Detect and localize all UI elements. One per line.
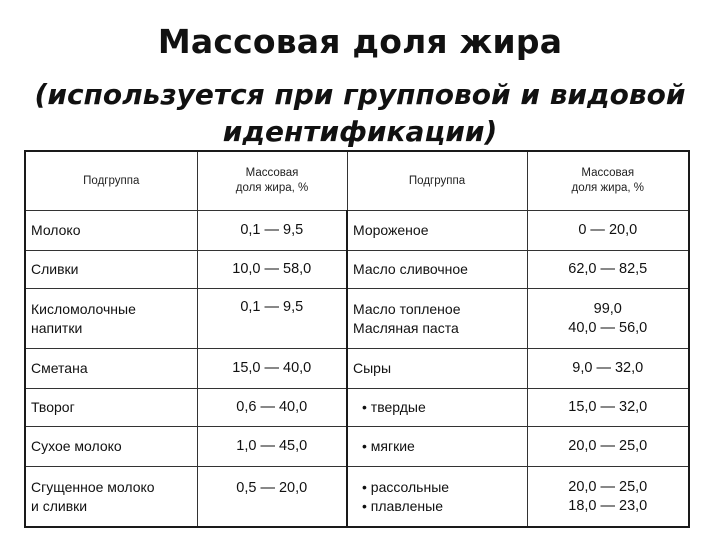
- header-fat-right: [527, 151, 689, 211]
- cell-line: Сметана: [31, 360, 88, 376]
- left-fat-cell: [197, 211, 347, 251]
- left-fat-cell: [197, 467, 347, 528]
- cell-line: Молоко: [31, 222, 81, 238]
- table-row: [25, 389, 689, 427]
- table-row: [25, 289, 689, 349]
- right-subgroup-cell: [347, 427, 527, 467]
- table-row: [25, 427, 689, 467]
- cell-line: 18,0 — 23,0: [568, 497, 648, 514]
- left-subgroup-cell: [25, 427, 197, 467]
- slide-title: Массовая доля жира: [157, 22, 563, 61]
- left-subgroup-cell: [25, 349, 197, 389]
- right-subgroup-cell: [347, 467, 527, 528]
- cell-line: 10,0 — 58,0: [232, 261, 312, 277]
- cell-line: 0,6 — 40,0: [236, 399, 308, 415]
- right-subgroup-cell: [347, 289, 527, 349]
- right-subgroup-cell: [347, 211, 527, 251]
- right-fat-cell: [527, 389, 689, 427]
- cell-line: 40,0 — 56,0: [568, 319, 648, 336]
- left-subgroup-cell: [25, 389, 197, 427]
- cell-line: Сливки: [31, 261, 79, 277]
- right-fat-cell: [527, 427, 689, 467]
- right-fat-cell: [527, 251, 689, 289]
- left-fat-cell: [197, 251, 347, 289]
- table-row: [25, 349, 689, 389]
- cell-line: и сливки: [31, 497, 88, 514]
- left-fat-cell: [197, 349, 347, 389]
- right-fat-cell: [527, 211, 689, 251]
- header-subgroup-left: Подгруппа: [25, 151, 197, 211]
- right-fat-cell: [527, 467, 689, 528]
- left-fat-cell: [197, 427, 347, 467]
- left-subgroup-cell: [25, 289, 197, 349]
- header-fat-line-2: доля жира, %: [571, 182, 644, 194]
- header-fat-line-1: Массовая: [581, 167, 635, 179]
- cell-line: Сыры: [353, 360, 392, 376]
- cell-line: 0,1 — 9,5: [240, 299, 304, 315]
- cell-line: 20,0 — 25,0: [568, 478, 648, 495]
- cell-line: 9,0 — 32,0: [572, 360, 644, 376]
- right-fat-cell: [527, 289, 689, 349]
- cell-line: 15,0 — 40,0: [232, 360, 312, 376]
- cell-line: Кисломолочные: [31, 300, 136, 317]
- left-subgroup-cell: [25, 251, 197, 289]
- cell-line: • мягкие: [362, 438, 415, 454]
- cell-line: • рассольные: [362, 478, 450, 495]
- cell-line: 99,0: [593, 300, 622, 317]
- table-row: [25, 467, 689, 528]
- left-fat-cell: [197, 289, 347, 349]
- left-subgroup-cell: [25, 211, 197, 251]
- cell-line: Творог: [31, 399, 75, 415]
- header-fat-line-2: доля жира, %: [235, 182, 309, 194]
- left-subgroup-cell: [25, 467, 197, 528]
- table-row: [25, 211, 689, 251]
- cell-line: • плавленые: [362, 497, 443, 514]
- cell-line: Мороженое: [353, 222, 429, 238]
- cell-line: • твердые: [362, 399, 426, 415]
- cell-line: 0 — 20,0: [578, 222, 638, 238]
- header-fat-line-1: Массовая: [245, 167, 299, 179]
- cell-line: Масляная паста: [353, 319, 459, 336]
- cell-line: Масло топленое: [353, 300, 461, 317]
- header-fat-left: [197, 151, 347, 211]
- fat-content-table: [24, 150, 690, 528]
- right-fat-cell: [527, 349, 689, 389]
- subtitle-line-1: (используется при групповой и видовой: [34, 78, 686, 111]
- table-header-row: [25, 151, 689, 211]
- right-subgroup-cell: [347, 349, 527, 389]
- cell-line: напитки: [31, 319, 83, 336]
- cell-line: 15,0 — 32,0: [568, 399, 648, 415]
- header-subgroup-right: Подгруппа: [347, 151, 527, 211]
- cell-line: Масло сливочное: [353, 261, 468, 277]
- left-fat-cell: [197, 389, 347, 427]
- cell-line: 0,5 — 20,0: [236, 480, 308, 496]
- right-subgroup-cell: [347, 389, 527, 427]
- cell-line: Сгущенное молоко: [31, 478, 155, 495]
- cell-line: 20,0 — 25,0: [568, 438, 648, 454]
- cell-line: Сухое молоко: [31, 438, 122, 454]
- cell-line: 0,1 — 9,5: [240, 222, 304, 238]
- cell-line: 62,0 — 82,5: [568, 261, 648, 277]
- subtitle-line-2: идентификации): [222, 115, 498, 148]
- cell-line: 1,0 — 45,0: [236, 438, 308, 454]
- slide-subtitle: [20, 76, 700, 150]
- right-subgroup-cell: [347, 251, 527, 289]
- table-row: [25, 251, 689, 289]
